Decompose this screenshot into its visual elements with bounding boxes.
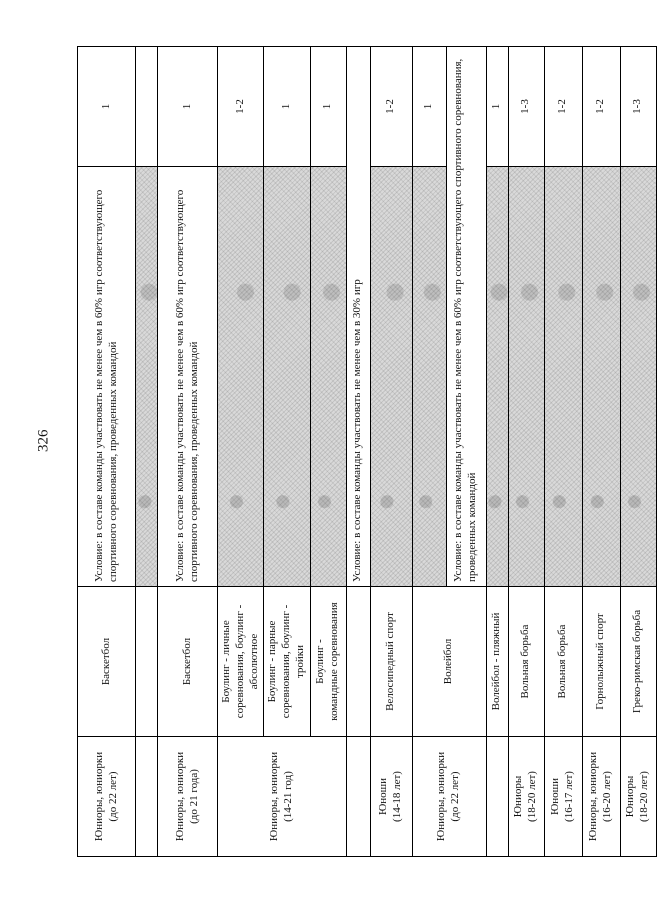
- age-cell: Юниоры, юниорки (до 21 года): [158, 737, 218, 857]
- table-row: [218, 47, 264, 857]
- condition-text: Условие: в составе команды участвовать не менее чем в 60% игр соответствующего спортивного соревнования, проведенных командой: [452, 58, 478, 582]
- sport-cell: Велосипедный спорт: [370, 587, 412, 737]
- sport-cell: Вольная борьба: [508, 587, 544, 737]
- shaded-cell: [310, 167, 346, 587]
- table-row: [136, 47, 158, 857]
- age-cell: Юниоры, юниорки (до 22 лет): [78, 737, 136, 857]
- value-cell: [136, 47, 158, 167]
- table-row: [158, 47, 218, 857]
- value-cell: 1: [310, 47, 346, 167]
- age-cell: Юниоры, юниорки (14-21 год): [218, 737, 347, 857]
- age-cell: Юниоры, юниорки (до 22 лет): [412, 737, 486, 857]
- table-row: [310, 47, 346, 857]
- sport-cell: Греко-римская борьба: [620, 587, 656, 737]
- condition-text: Условие: в составе команды участвовать не менее чем в 60% игр соответствующего спортивного соревнования, проведенных командой: [173, 189, 200, 582]
- sport-cell: Боулинг - командные соревнования: [310, 587, 346, 737]
- value-cell: 1: [158, 47, 218, 167]
- sport-cell: Вольная борьба: [544, 587, 582, 737]
- sport-cell: Боулинг - парные соревнования, боулинг - тройки: [264, 587, 310, 737]
- value-cell: 1: [78, 47, 136, 167]
- table-row: [620, 47, 656, 857]
- data-table: [77, 46, 657, 857]
- shaded-cell: [486, 167, 508, 587]
- age-cell: Юноши (14-18 лет): [370, 737, 412, 857]
- table-row: [264, 47, 310, 857]
- sport-cell: Баскетбол: [158, 587, 218, 737]
- value-cell: 1-2: [218, 47, 264, 167]
- age-cell: [346, 737, 370, 857]
- age-cell: Юноши (16-17 лет): [544, 737, 582, 857]
- value-cell: 1-2: [544, 47, 582, 167]
- shaded-cell: [218, 167, 264, 587]
- value-cell: 1-3: [508, 47, 544, 167]
- age-cell: [486, 737, 508, 857]
- table-row: [78, 47, 136, 857]
- condition-cell: [158, 167, 218, 587]
- table-row: [370, 47, 412, 857]
- age-cell: Юниоры (18-20 лет): [508, 737, 544, 857]
- sport-cell: Горнолыжный спорт: [582, 587, 620, 737]
- shaded-cell: [582, 167, 620, 587]
- shaded-cell: [544, 167, 582, 587]
- sport-cell: Баскетбол: [78, 587, 136, 737]
- value-cell: 1: [412, 47, 446, 167]
- value-cell: 1: [264, 47, 310, 167]
- rotated-table-wrapper: [77, 47, 650, 857]
- shaded-cell: [136, 167, 158, 587]
- age-cell: Юниоры, юниорки (16-20 лет): [582, 737, 620, 857]
- age-cell: [136, 737, 158, 857]
- sport-cell: [136, 587, 158, 737]
- shaded-cell: [370, 167, 412, 587]
- table-row: [544, 47, 582, 857]
- sport-cell: [346, 587, 370, 737]
- sport-cell: Волейбол: [412, 587, 486, 737]
- shaded-cell: [508, 167, 544, 587]
- table-row: [346, 47, 370, 857]
- age-cell: Юниоры (18-20 лет): [620, 737, 656, 857]
- condition-cell: [446, 47, 486, 587]
- shaded-cell: [412, 167, 446, 587]
- condition-cell: [346, 47, 370, 587]
- value-cell: 1-2: [582, 47, 620, 167]
- table-row: [412, 47, 446, 857]
- page-number: 326: [35, 429, 52, 452]
- sport-cell: Волейбол - пляжный: [486, 587, 508, 737]
- condition-cell: [78, 167, 136, 587]
- condition-text: Условие: в составе команды участвовать не менее чем в 60% игр соответствующего спортивного соревнования, проведенных командой: [92, 189, 119, 582]
- condition-text: Условие: в составе команды участвовать не менее чем в 30% игр: [351, 279, 364, 582]
- value-cell: 1: [486, 47, 508, 167]
- shaded-cell: [264, 167, 310, 587]
- shaded-cell: [620, 167, 656, 587]
- table-row: [508, 47, 544, 857]
- sport-cell: Боулинг - личные соревнования, боулинг - абсолютное: [218, 587, 264, 737]
- table-row: [486, 47, 508, 857]
- value-cell: 1-2: [370, 47, 412, 167]
- value-cell: 1-3: [620, 47, 656, 167]
- table-row: [582, 47, 620, 857]
